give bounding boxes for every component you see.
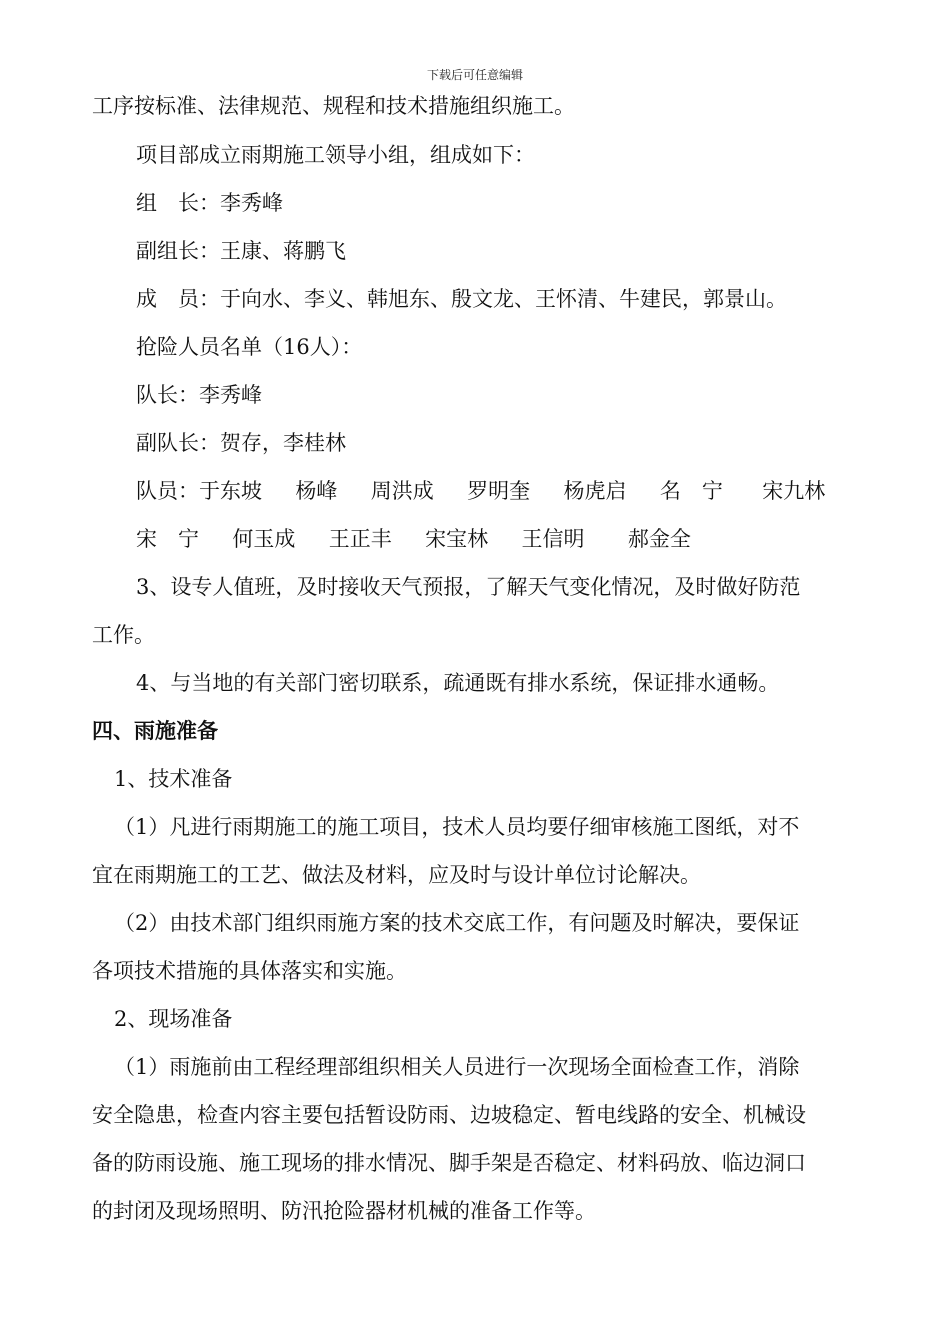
team-member: 宋 宁: [136, 527, 199, 551]
team-member: 宋九林: [762, 479, 826, 503]
members-line: 成 员：于向水、李义、韩旭东、殷文龙、王怀清、牛建民，郭景山。: [136, 287, 787, 311]
paragraph-line: 工作。: [92, 623, 155, 647]
leader-line: 组 长：李秀峰: [136, 191, 283, 215]
paragraph-line: 工序按标准、法律规范、规程和技术措施组织施工。: [92, 94, 575, 118]
section-heading: 四、雨施准备: [92, 718, 218, 743]
team-member: 宋宝林: [425, 527, 489, 551]
team-member: 队员：于东坡: [136, 479, 262, 503]
team-member: 王信明: [521, 527, 585, 551]
paragraph-line: 备的防雨设施、施工现场的排水情况、脚手架是否稳定、材料码放、临边洞口: [92, 1151, 806, 1175]
team-member: 名 宁: [659, 479, 723, 503]
subsection-heading: 1、技术准备: [114, 767, 233, 791]
team-member: 何玉成: [232, 527, 296, 551]
header-note: 下载后可任意编辑: [426, 68, 523, 82]
team-member: 郝金全: [627, 527, 691, 551]
team-member: 罗明奎: [467, 479, 531, 503]
team-member: 周洪成: [370, 479, 434, 503]
deputy-leader-line: 副组长：王康、蒋鹏飞: [136, 239, 346, 263]
paragraph-line: （2）由技术部门组织雨施方案的技术交底工作，有问题及时解决，要保证: [114, 911, 800, 935]
team-members-row-1: [136, 477, 825, 505]
captain-line: 队长：李秀峰: [136, 383, 262, 407]
paragraph-line: 各项技术措施的具体落实和实施。: [92, 959, 407, 983]
paragraph-line: 宜在雨期施工的工艺、做法及材料，应及时与设计单位讨论解决。: [92, 863, 701, 887]
rescue-list-title: 抢险人员名单（16人）：: [136, 335, 363, 359]
paragraph-line: （1）雨施前由工程经理部组织相关人员进行一次现场全面检查工作，消除: [114, 1055, 800, 1079]
team-members-row-2: [136, 525, 691, 553]
team-member: 杨虎启: [563, 479, 627, 503]
subsection-heading: 2、现场准备: [114, 1007, 233, 1031]
team-member: 王正丰: [328, 527, 392, 551]
vice-captain-line: 副队长：贺存，李桂林: [136, 431, 346, 455]
paragraph-line: 3、设专人值班，及时接收天气预报，了解天气变化情况，及时做好防范: [136, 575, 801, 599]
team-member: 杨峰: [295, 479, 338, 503]
paragraph-line: 的封闭及现场照明、防汛抢险器材机械的准备工作等。: [92, 1199, 596, 1223]
paragraph-line: 安全隐患，检查内容主要包括暂设防雨、边坡稳定、暂电线路的安全、机械设: [92, 1103, 806, 1127]
paragraph-line: 项目部成立雨期施工领导小组，组成如下：: [136, 143, 535, 167]
paragraph-line: 4、与当地的有关部门密切联系，疏通既有排水系统，保证排水通畅。: [136, 671, 780, 695]
paragraph-line: （1）凡进行雨期施工的施工项目，技术人员均要仔细审核施工图纸，对不: [114, 815, 800, 839]
